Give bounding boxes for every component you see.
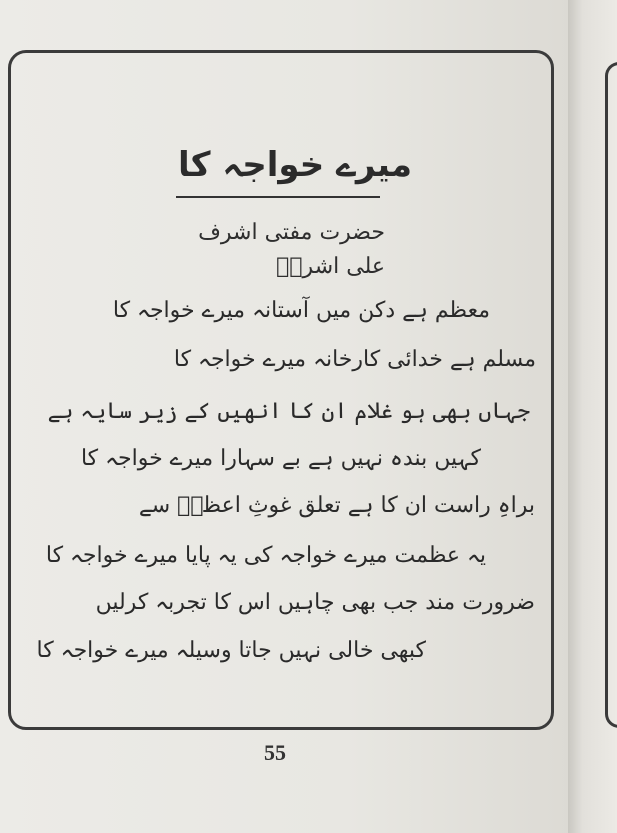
page-number: 55	[264, 740, 286, 765]
poem-line: مسلم ہے خدائی کارخانہ میرے خواجہ کا	[173, 347, 536, 372]
title-underline	[176, 196, 380, 198]
poem-line: معظم ہے دکن میں آستانہ میرے خواجہ کا	[112, 298, 490, 323]
poem-line: یہ عظمت میرے خواجہ کی یہ پایا میرے خواجہ کا	[45, 543, 486, 568]
next-page-frame-edge	[605, 62, 617, 728]
poem-line: براہِ راست ان کا ہے تعلق غوثِ اعظمؓ سے	[138, 493, 535, 518]
poem-line: جہاں بھی ہو غلام ان کا انھیں کے زیر سایہ ہے	[47, 399, 530, 424]
poem-line: کبھی خالی نہیں جاتا وسیلہ میرے خواجہ کا	[36, 638, 426, 663]
poem-author: حضرت مفتی اشرف علی اشرفؒ	[198, 220, 385, 279]
poem-line: کہیں بندہ نہیں ہے بے سہارا میرے خواجہ کا	[80, 446, 481, 471]
poem-title: میرے خواجہ کا	[177, 145, 413, 185]
poem-line: ضرورت مند جب بھی چاہیں اس کا تجربہ کرلیں	[95, 590, 535, 615]
